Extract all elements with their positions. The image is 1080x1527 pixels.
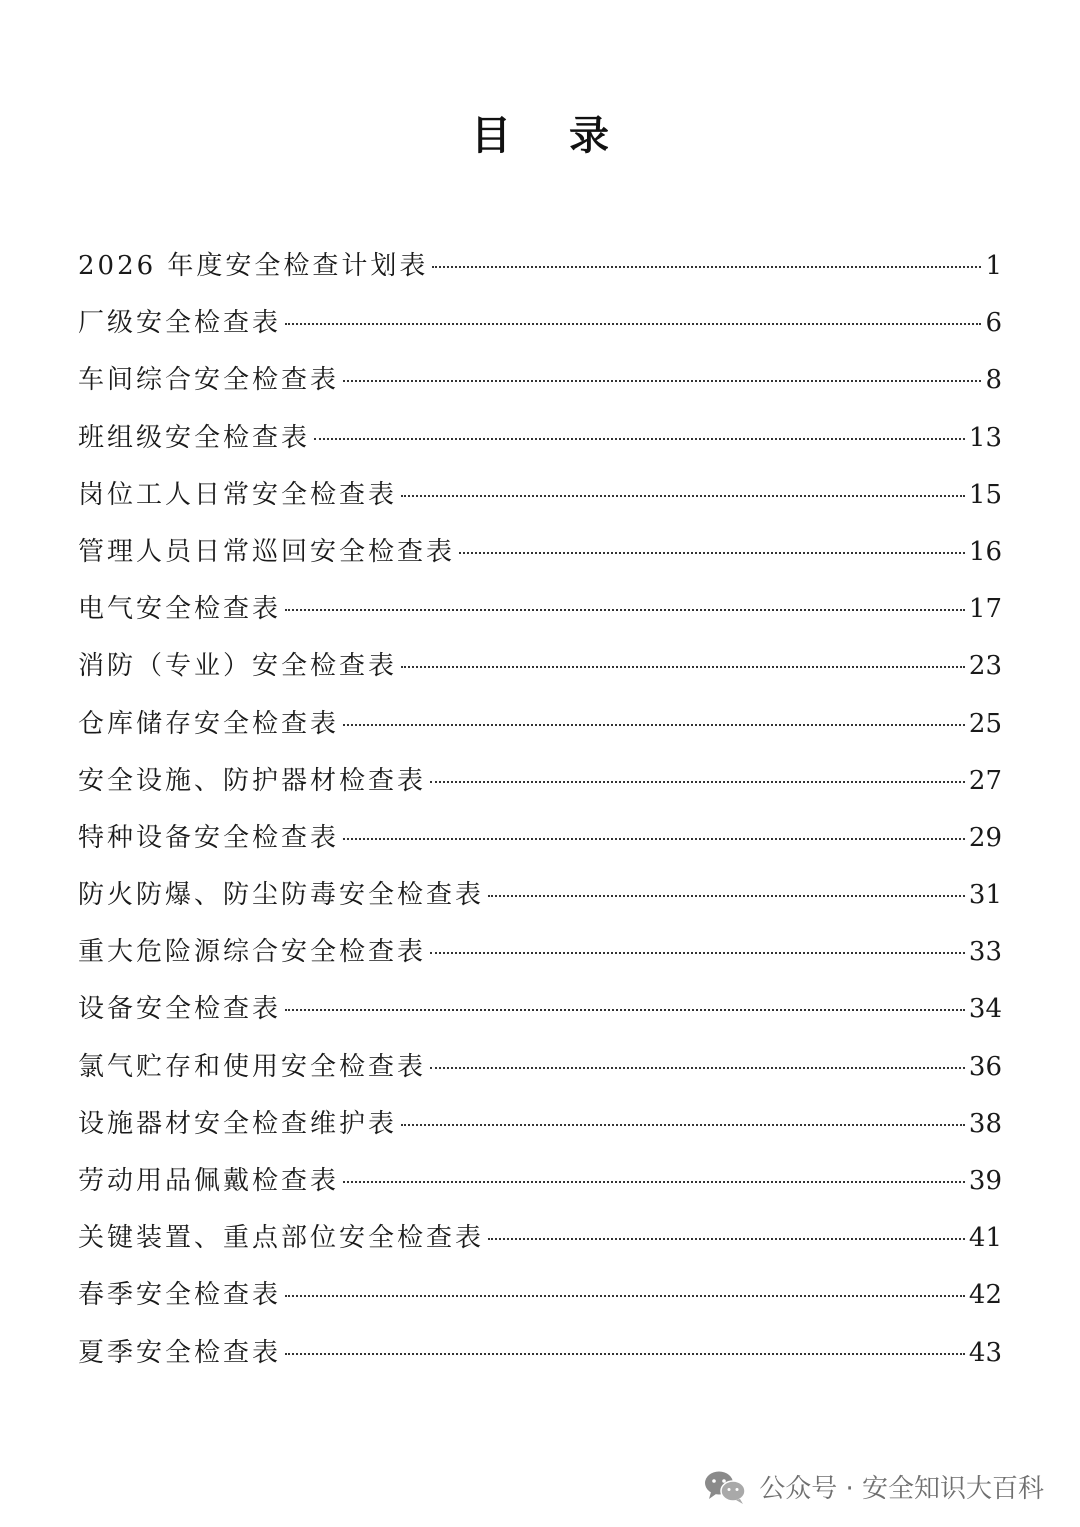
toc-entry[interactable] (78, 467, 1002, 524)
toc-entry[interactable] (78, 638, 1002, 695)
toc-entry[interactable] (78, 238, 1002, 295)
toc-entry-title: 氯气贮存和使用安全检查表 (78, 1051, 427, 1082)
toc-leader-dots (314, 438, 965, 440)
toc-entry[interactable] (78, 1039, 1002, 1096)
toc-entry[interactable] (78, 1096, 1002, 1153)
toc-entry[interactable] (78, 696, 1002, 753)
toc-entry-page-number: 13 (968, 422, 1002, 453)
toc-entry-page-number: 38 (968, 1108, 1002, 1139)
toc-entry-page-number: 33 (968, 937, 1002, 968)
toc-leader-dots (488, 1238, 965, 1240)
toc-entry-title: 设备安全检查表 (78, 994, 282, 1025)
toc-entry-page-number: 43 (968, 1337, 1002, 1368)
toc-entry-page-number: 31 (968, 880, 1002, 911)
toc-entry-page-number: 17 (968, 594, 1002, 625)
table-of-contents (78, 238, 1002, 1382)
toc-entry-title: 防火防爆、防尘防毒安全检查表 (78, 880, 485, 911)
toc-entry-page-number: 1 (985, 251, 1002, 281)
toc-entry[interactable] (78, 410, 1002, 467)
toc-entry-page-number: 25 (968, 708, 1002, 739)
toc-entry-title: 车间综合安全检查表 (78, 365, 340, 396)
toc-leader-dots (285, 1295, 965, 1297)
toc-entry-page-number: 39 (968, 1166, 1002, 1196)
toc-entry-page-number: 15 (968, 479, 1002, 510)
toc-entry-page-number: 41 (968, 1223, 1002, 1254)
toc-entry-title: 劳动用品佩戴检查表 (78, 1166, 340, 1196)
toc-entry-title: 仓库储存安全检查表 (78, 708, 340, 739)
page-title: 目 录 (471, 113, 631, 159)
toc-leader-dots (343, 1181, 965, 1183)
toc-entry[interactable] (78, 1153, 1002, 1210)
toc-leader-dots (401, 495, 965, 497)
toc-entry-page-number: 29 (968, 822, 1002, 853)
toc-entry[interactable] (78, 1325, 1002, 1382)
toc-entry-page-number: 8 (985, 365, 1002, 396)
toc-leader-dots (401, 666, 965, 668)
toc-leader-dots (430, 1067, 965, 1069)
toc-entry-page-number: 16 (968, 536, 1002, 567)
toc-entry-page-number: 6 (985, 308, 1002, 339)
toc-leader-dots (343, 838, 965, 840)
toc-leader-dots (430, 781, 965, 783)
toc-leader-dots (343, 724, 965, 726)
toc-entry-page-number: 42 (968, 1280, 1002, 1311)
wechat-icon (703, 1469, 747, 1505)
toc-entry-title: 2026 年度安全检查计划表 (78, 251, 429, 281)
toc-entry-title: 电气安全检查表 (78, 594, 282, 625)
toc-entry-page-number: 34 (968, 994, 1002, 1025)
watermark-text: 公众号 · 安全知识大百科 (759, 1474, 1044, 1504)
toc-entry[interactable] (78, 924, 1002, 981)
toc-entry[interactable] (78, 524, 1002, 581)
toc-entry-title: 安全设施、防护器材检查表 (78, 765, 427, 796)
toc-entry[interactable] (78, 753, 1002, 810)
toc-entry[interactable] (78, 352, 1002, 409)
toc-entry-title: 岗位工人日常安全检查表 (78, 479, 398, 510)
toc-leader-dots (432, 266, 981, 268)
toc-leader-dots (459, 552, 965, 554)
toc-leader-dots (401, 1124, 965, 1126)
toc-entry-title: 春季安全检查表 (78, 1280, 282, 1311)
toc-leader-dots (285, 323, 981, 325)
toc-entry-title: 消防（专业）安全检查表 (78, 651, 398, 682)
watermark (703, 1468, 1044, 1505)
toc-leader-dots (430, 952, 965, 954)
toc-leader-dots (343, 380, 981, 382)
toc-entry-page-number: 23 (968, 651, 1002, 682)
toc-entry-title: 班组级安全检查表 (78, 422, 311, 453)
toc-entry-title: 设施器材安全检查维护表 (78, 1108, 398, 1139)
toc-entry[interactable] (78, 1210, 1002, 1267)
toc-entry-title: 管理人员日常巡回安全检查表 (78, 536, 456, 567)
toc-entry-title: 关键装置、重点部位安全检查表 (78, 1223, 485, 1254)
toc-entry-title: 特种设备安全检查表 (78, 822, 340, 853)
toc-leader-dots (285, 1353, 965, 1355)
toc-leader-dots (488, 895, 965, 897)
toc-entry-page-number: 36 (968, 1051, 1002, 1082)
toc-entry[interactable] (78, 981, 1002, 1038)
toc-entry[interactable] (78, 867, 1002, 924)
toc-entry[interactable] (78, 295, 1002, 352)
toc-leader-dots (285, 1009, 965, 1011)
toc-entry-title: 夏季安全检查表 (78, 1337, 282, 1368)
toc-leader-dots (285, 609, 965, 611)
toc-entry-page-number: 27 (968, 765, 1002, 796)
toc-entry-title: 重大危险源综合安全检查表 (78, 937, 427, 968)
toc-entry[interactable] (78, 810, 1002, 867)
toc-entry[interactable] (78, 1267, 1002, 1324)
toc-entry-title: 厂级安全检查表 (78, 308, 282, 339)
toc-entry[interactable] (78, 581, 1002, 638)
